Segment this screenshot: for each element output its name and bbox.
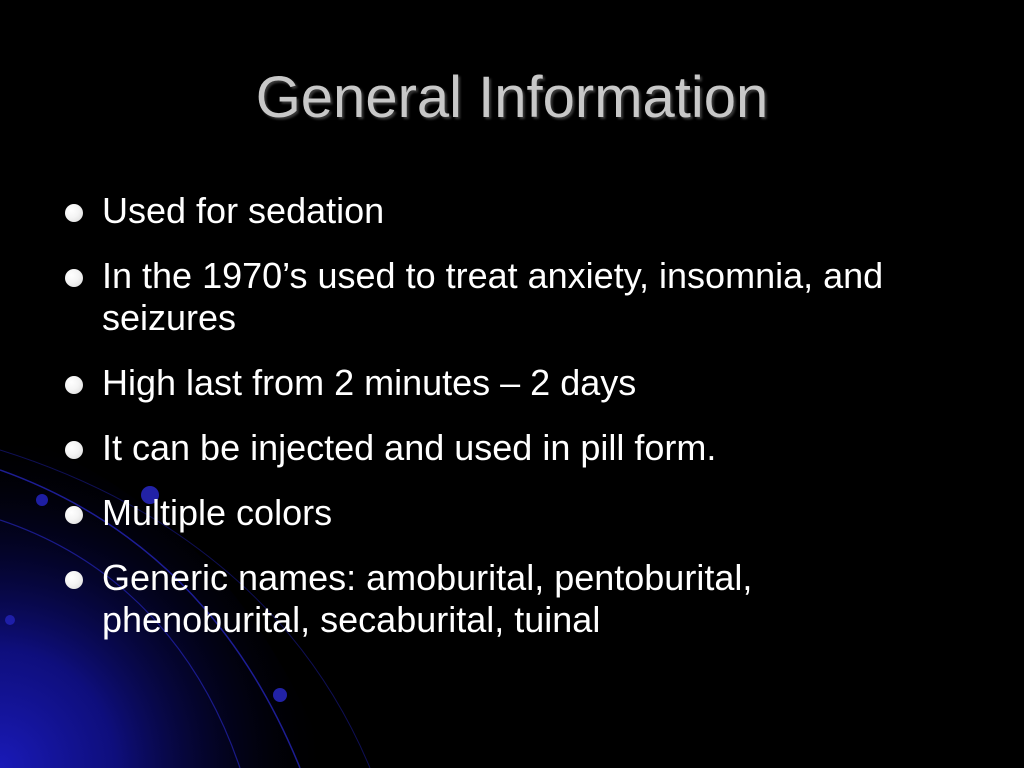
bullet-dot-icon <box>65 269 83 287</box>
bullet-item <box>62 190 962 232</box>
slide-title: General Information <box>255 65 769 130</box>
bullet-item <box>62 427 962 469</box>
bullet-text: It can be injected and used in pill form. <box>102 427 717 468</box>
bullet-text: High last from 2 minutes – 2 days <box>102 362 637 403</box>
bullet-text: Multiple colors <box>102 492 333 533</box>
bullet-text: Used for sedation <box>102 190 385 231</box>
bullet-dot-icon <box>65 204 83 222</box>
bullet-item <box>62 362 962 404</box>
bullet-item <box>62 255 962 339</box>
bullet-text: Generic names: amoburital, pentoburital, phenoburital, secaburital, tuinal <box>102 557 753 640</box>
bullet-dot-icon <box>65 376 83 394</box>
bullet-text: In the 1970’s used to treat anxiety, insomnia, and seizures <box>102 255 884 338</box>
bullet-dot-icon <box>65 571 83 589</box>
bullet-item <box>62 492 962 534</box>
bullet-dot-icon <box>65 441 83 459</box>
bullet-list <box>62 190 962 664</box>
bullet-dot-icon <box>65 506 83 524</box>
bullet-item <box>62 557 962 641</box>
